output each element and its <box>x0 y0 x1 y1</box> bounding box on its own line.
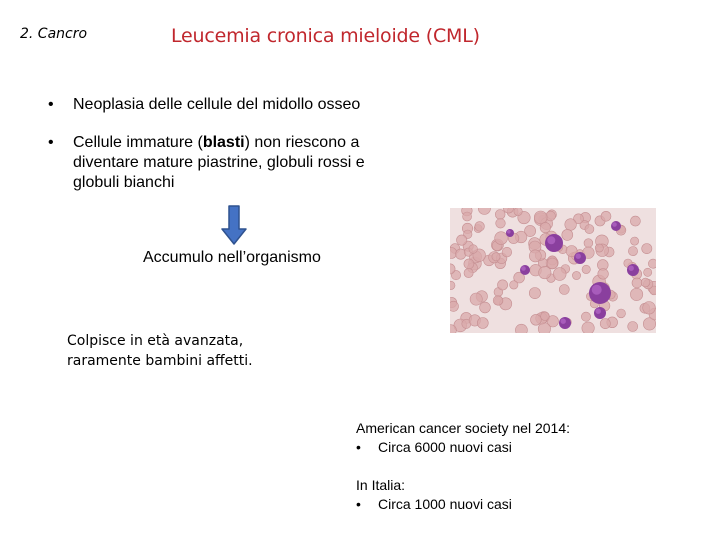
red-blood-cell <box>480 302 491 313</box>
red-blood-cell <box>584 239 593 248</box>
bullet-text-prefix: Cellule immature ( <box>73 134 203 151</box>
bullet-text-suffix: ) non riescono a diventare mature piastrine, globuli rossi e globuli bianchi <box>73 134 365 191</box>
red-blood-cell <box>540 222 550 232</box>
blast-cell-highlight <box>612 222 617 227</box>
red-blood-cell <box>495 232 508 245</box>
red-blood-cell <box>495 210 505 220</box>
blast-cell-highlight <box>547 236 555 244</box>
red-blood-cell <box>502 247 512 257</box>
red-blood-cell <box>457 235 467 245</box>
statistics-block <box>356 419 570 514</box>
red-blood-cell <box>464 259 474 269</box>
blast-cell-highlight <box>507 230 511 234</box>
italy-header: In Italia: <box>356 477 406 493</box>
red-blood-cell <box>534 211 547 224</box>
italy-value: Circa 1000 nuovi casi <box>378 496 512 512</box>
red-blood-cell <box>529 250 541 262</box>
red-blood-cell <box>582 322 594 333</box>
bullet-list <box>48 95 408 193</box>
usa-item <box>356 438 570 457</box>
blast-cell-highlight <box>521 266 526 271</box>
red-blood-cell <box>475 222 485 232</box>
blast-cell-highlight <box>629 266 634 271</box>
red-blood-cell <box>630 288 642 300</box>
red-blood-cell <box>553 268 566 281</box>
red-blood-cell <box>541 312 550 321</box>
bullet-text: Neoplasia delle cellule del midollo osseo <box>73 96 361 113</box>
red-blood-cell <box>469 245 478 254</box>
red-blood-cell <box>565 219 577 231</box>
red-blood-cell <box>493 296 503 306</box>
bullet-dot: • <box>48 96 54 113</box>
red-blood-cell <box>648 259 656 268</box>
red-blood-cell <box>628 247 637 256</box>
age-note-line: Colpisce in età avanzata, <box>67 333 244 349</box>
red-blood-cell <box>496 219 506 229</box>
red-blood-cell <box>644 268 652 276</box>
blast-cell-highlight <box>561 319 566 324</box>
red-blood-cell <box>585 225 594 234</box>
red-blood-cell <box>559 285 569 295</box>
down-arrow-icon <box>221 205 247 245</box>
red-blood-cell <box>642 244 652 254</box>
red-blood-cell <box>572 271 580 279</box>
red-blood-cell <box>581 312 590 321</box>
bullet-text <box>73 134 365 191</box>
blast-cell-highlight <box>596 309 601 314</box>
bullet-dot: • <box>356 439 361 455</box>
accumulo-text: Accumulo nell’organismo <box>143 249 321 266</box>
bullet-dot: • <box>356 496 361 512</box>
usa-value: Circa 6000 nuovi casi <box>378 439 512 455</box>
red-blood-cell <box>601 211 611 221</box>
red-blood-cell <box>598 269 609 280</box>
bullet-item <box>48 133 408 193</box>
red-blood-cell <box>630 216 640 226</box>
bullet-dot: • <box>48 134 54 151</box>
usa-header: American cancer society nel 2014: <box>356 420 570 436</box>
age-note-line: raramente bambini affetti. <box>67 353 253 369</box>
red-blood-cell <box>617 309 626 318</box>
red-blood-cell <box>478 208 490 215</box>
red-blood-cell <box>547 258 558 269</box>
red-blood-cell <box>463 212 472 221</box>
red-blood-cell <box>538 323 550 333</box>
italy-item <box>356 495 570 514</box>
age-note <box>67 331 253 371</box>
red-blood-cell <box>492 253 500 261</box>
red-blood-cell <box>562 229 573 240</box>
red-blood-cell <box>539 266 551 278</box>
blast-cell-highlight <box>592 285 602 295</box>
blast-cell-highlight <box>576 254 581 259</box>
red-blood-cell <box>582 265 590 273</box>
red-blood-cell <box>470 293 482 305</box>
slide-title: Leucemia cronica mieloide (CML) <box>171 25 480 47</box>
red-blood-cell <box>628 322 638 332</box>
red-blood-cell <box>595 244 603 252</box>
red-blood-cell <box>450 281 455 289</box>
bullet-text-bold: blasti <box>202 134 245 151</box>
red-blood-cell <box>510 281 518 289</box>
red-blood-cell <box>450 301 459 311</box>
red-blood-cell <box>529 288 540 299</box>
red-blood-cell <box>632 278 642 288</box>
red-blood-cell <box>514 208 522 216</box>
blood-smear-image <box>450 208 656 333</box>
red-blood-cell <box>600 319 610 329</box>
section-label: 2. Cancro <box>20 26 88 42</box>
red-blood-cell <box>498 280 508 290</box>
blood-smear-svg <box>450 208 656 333</box>
red-blood-cell <box>515 324 527 333</box>
red-blood-cell <box>464 268 473 277</box>
red-blood-cell <box>631 237 639 245</box>
red-blood-cell <box>643 302 656 315</box>
bullet-item <box>48 95 408 115</box>
red-blood-cell <box>531 314 542 325</box>
red-blood-cell <box>641 278 650 287</box>
red-blood-cell <box>477 318 488 329</box>
